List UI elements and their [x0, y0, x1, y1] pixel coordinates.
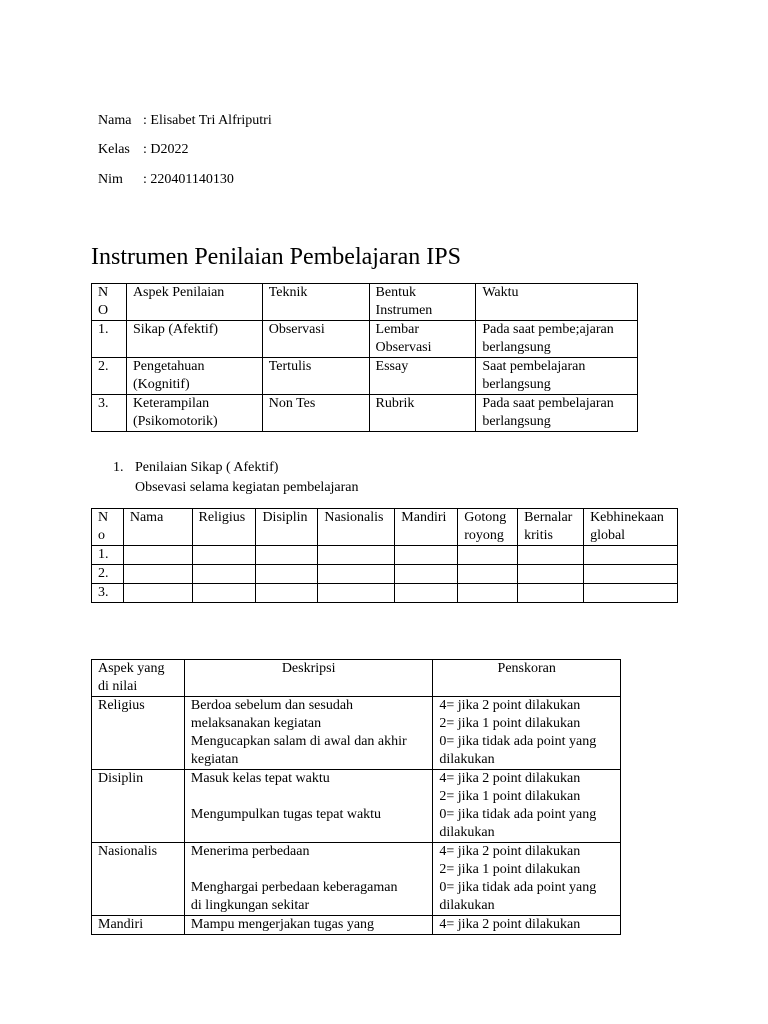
empty-cell	[518, 584, 584, 603]
header-no: N o	[92, 509, 124, 546]
section-subtitle: Obsevasi selama kegiatan pembelajaran	[135, 480, 359, 495]
scoring-rubric-table	[91, 659, 621, 935]
empty-cell	[395, 546, 458, 565]
cell-no: 1.	[92, 321, 127, 358]
header-penskoran: Penskoran	[433, 660, 621, 697]
empty-cell	[192, 546, 256, 565]
cell-waktu: Saat pembelajaran berlangsung	[476, 358, 638, 395]
cell-penskoran: 4= jika 2 point dilakukan 2= jika 1 point dilakukan 0= jika tidak ada point yang dilakukan	[433, 843, 621, 916]
empty-cell	[318, 546, 395, 565]
header-aspek: Aspek yang di nilai	[92, 660, 185, 697]
header-gotong-royong: Gotong royong	[458, 509, 518, 546]
cell-bentuk: Rubrik	[369, 395, 476, 432]
header-waktu: Waktu	[476, 284, 638, 321]
cell-aspek: Nasionalis	[92, 843, 185, 916]
empty-cell	[192, 565, 256, 584]
cell-no: 3.	[92, 395, 127, 432]
empty-cell	[123, 584, 192, 603]
cell-deskripsi: Mampu mengerjakan tugas yang	[184, 916, 432, 935]
table-header-row	[92, 660, 621, 697]
table-row	[92, 916, 621, 935]
empty-cell	[584, 565, 678, 584]
table-header-row	[92, 509, 678, 546]
header-bentuk: Bentuk Instrumen	[369, 284, 476, 321]
empty-cell	[318, 584, 395, 603]
header-aspek: Aspek Penilaian	[126, 284, 262, 321]
empty-cell	[458, 565, 518, 584]
cell-no: 2.	[92, 565, 124, 584]
class-value: : D2022	[143, 142, 189, 157]
empty-cell	[584, 584, 678, 603]
cell-aspek: Keterampilan (Psikomotorik)	[126, 395, 262, 432]
empty-cell	[256, 584, 318, 603]
cell-deskripsi: Berdoa sebelum dan sesudah melaksanakan kegiatan Mengucapkan salam di awal dan akhir kegiatan	[184, 697, 432, 770]
cell-deskripsi: Masuk kelas tepat waktu Mengumpulkan tugas tepat waktu	[184, 770, 432, 843]
document-title: Instrumen Penilaian Pembelajaran IPS	[91, 244, 461, 270]
cell-no: 1.	[92, 546, 124, 565]
header-deskripsi: Deskripsi	[184, 660, 432, 697]
empty-cell	[395, 584, 458, 603]
table-row	[92, 843, 621, 916]
header-disiplin: Disiplin	[256, 509, 318, 546]
nim-line	[91, 153, 234, 189]
table-row	[92, 395, 638, 432]
empty-cell	[584, 546, 678, 565]
empty-cell	[518, 565, 584, 584]
cell-waktu: Pada saat pembe;ajaran berlangsung	[476, 321, 638, 358]
empty-cell	[256, 546, 318, 565]
cell-teknik: Observasi	[262, 321, 369, 358]
section-title: Penilaian Sikap ( Afektif)	[135, 460, 279, 475]
header-nasionalis: Nasionalis	[318, 509, 395, 546]
cell-penskoran: 4= jika 2 point dilakukan 2= jika 1 point dilakukan 0= jika tidak ada point yang dilakukan	[433, 770, 621, 843]
name-label: Nama	[98, 113, 132, 128]
table-row	[92, 770, 621, 843]
cell-waktu: Pada saat pembelajaran berlangsung	[476, 395, 638, 432]
cell-aspek: Mandiri	[92, 916, 185, 935]
cell-aspek: Religius	[92, 697, 185, 770]
attitude-observation-table	[91, 508, 678, 603]
header-kebhinekaan-global: Kebhinekaan global	[584, 509, 678, 546]
cell-bentuk: Lembar Observasi	[369, 321, 476, 358]
empty-cell	[318, 565, 395, 584]
empty-cell	[458, 584, 518, 603]
cell-penskoran: 4= jika 2 point dilakukan	[433, 916, 621, 935]
cell-no: 3.	[92, 584, 124, 603]
empty-cell	[256, 565, 318, 584]
table-row	[92, 358, 638, 395]
table-row	[92, 565, 678, 584]
cell-teknik: Non Tes	[262, 395, 369, 432]
cell-teknik: Tertulis	[262, 358, 369, 395]
class-label: Kelas	[98, 142, 130, 157]
nim-value: : 220401140130	[143, 172, 234, 187]
empty-cell	[458, 546, 518, 565]
table-row	[92, 697, 621, 770]
empty-cell	[123, 565, 192, 584]
cell-bentuk: Essay	[369, 358, 476, 395]
cell-aspek: Disiplin	[92, 770, 185, 843]
empty-cell	[395, 565, 458, 584]
cell-aspek: Sikap (Afektif)	[126, 321, 262, 358]
header-no: N O	[92, 284, 127, 321]
cell-penskoran: 4= jika 2 point dilakukan 2= jika 1 point dilakukan 0= jika tidak ada point yang dilakukan	[433, 697, 621, 770]
nim-label: Nim	[98, 172, 123, 187]
section-number: 1.	[113, 460, 124, 475]
table-row	[92, 584, 678, 603]
header-mandiri: Mandiri	[395, 509, 458, 546]
assessment-instrument-table	[91, 283, 638, 432]
cell-no: 2.	[92, 358, 127, 395]
table-header-row	[92, 284, 638, 321]
header-nama: Nama	[123, 509, 192, 546]
header-religius: Religius	[192, 509, 256, 546]
empty-cell	[192, 584, 256, 603]
header-bernalar-kritis: Bernalar kritis	[518, 509, 584, 546]
table-row	[92, 546, 678, 565]
cell-deskripsi: Menerima perbedaan Menghargai perbedaan keberagaman di lingkungan sekitar	[184, 843, 432, 916]
empty-cell	[123, 546, 192, 565]
cell-aspek: Pengetahuan (Kognitif)	[126, 358, 262, 395]
header-teknik: Teknik	[262, 284, 369, 321]
empty-cell	[518, 546, 584, 565]
name-value: : Elisabet Tri Alfriputri	[143, 113, 272, 128]
table-row	[92, 321, 638, 358]
